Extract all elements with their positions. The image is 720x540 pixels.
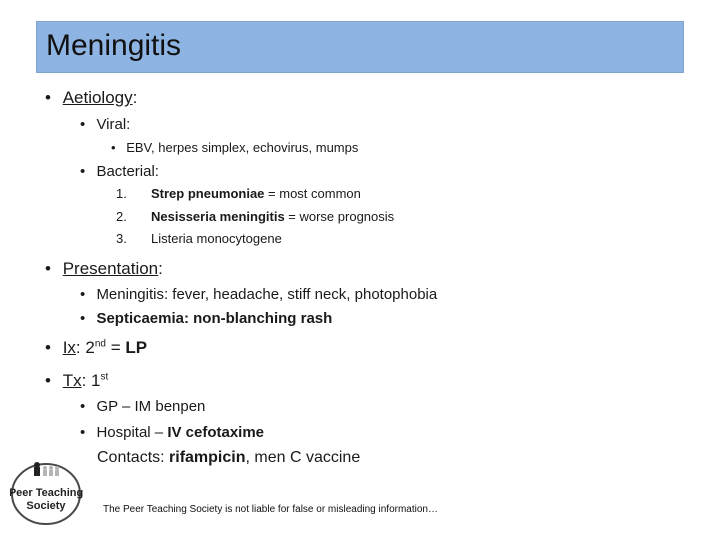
bullet-glyph: •	[80, 286, 86, 303]
tx-text: GP – IM benpen	[96, 398, 206, 415]
bacterium-name: Nesisseria meningitis	[151, 209, 285, 224]
presentation-bullet	[45, 259, 163, 279]
slide-title: Meningitis	[46, 29, 182, 62]
tx-item-1	[80, 398, 205, 415]
bullet-glyph: •	[80, 163, 86, 180]
logo-line-2: Society	[26, 500, 66, 512]
ix-equals: =	[105, 338, 126, 357]
bullet-glyph: •	[80, 310, 86, 327]
bacterium-name: Strep pneumoniae	[151, 186, 265, 201]
ix-heading: Ix	[62, 338, 76, 357]
bullet-glyph: •	[80, 398, 86, 415]
footer-disclaimer: The Peer Teaching Society is not liable for false or misleading information…	[103, 504, 438, 515]
logo-line-1: Peer Teaching	[10, 487, 84, 499]
bacterium-note: = most common	[264, 186, 361, 201]
contacts-drug: rifampicin	[169, 449, 246, 466]
aetiology-heading: Aetiology	[62, 88, 133, 107]
presentation-item-2	[80, 310, 332, 327]
logo-emblem	[10, 458, 90, 526]
contacts-line	[97, 449, 360, 467]
list-number: 3.	[116, 231, 127, 246]
contacts-prefix: Contacts:	[97, 449, 170, 466]
bacterial-list-item-3	[116, 231, 282, 246]
ix-bullet	[45, 338, 147, 358]
bullet-glyph: •	[111, 140, 116, 155]
tx-ordinal: st	[100, 371, 109, 383]
tx-bullet	[45, 371, 108, 391]
tx-drug: IV cefotaxime	[167, 424, 265, 441]
ix-test: LP	[125, 338, 148, 357]
bullet-glyph: •	[45, 259, 51, 278]
tx-text: Hospital –	[96, 424, 168, 441]
presentation-heading: Presentation	[62, 259, 159, 278]
viral-item	[80, 116, 130, 133]
bullet-glyph: •	[45, 88, 51, 107]
tx-colon: :	[81, 371, 87, 390]
bacterial-label: Bacterial:	[96, 163, 159, 180]
presentation-colon: :	[158, 259, 163, 278]
ix-colon: :	[75, 338, 81, 357]
tx-heading: Tx	[62, 371, 82, 390]
aetiology-bullet	[45, 88, 137, 108]
bacterial-list-item-2	[116, 209, 394, 224]
bullet-glyph: •	[80, 424, 86, 441]
tx-item-2	[80, 424, 264, 441]
bacterial-list-item-1	[116, 186, 361, 201]
bullet-glyph: •	[45, 371, 51, 390]
list-number: 1.	[116, 186, 127, 201]
contacts-suffix: , men C vaccine	[245, 449, 361, 466]
title-bar	[36, 21, 684, 73]
presentation-item-1	[80, 286, 437, 303]
presentation-text: Septicaemia: non-blanching rash	[96, 310, 333, 327]
peer-teaching-society-logo	[10, 458, 90, 526]
presentation-text: Meningitis: fever, headache, stiff neck, photophobia	[96, 286, 438, 303]
ix-ordinal: nd	[94, 338, 106, 350]
bacterium-note: Listeria monocytogene	[151, 231, 282, 246]
aetiology-colon: :	[132, 88, 138, 107]
viral-label: Viral:	[96, 116, 131, 133]
tx-order: 1	[86, 371, 101, 390]
bullet-glyph: •	[80, 116, 86, 133]
bacterial-item	[80, 163, 159, 180]
viral-detail-text: EBV, herpes simplex, echovirus, mumps	[126, 140, 359, 155]
ix-order: 2	[80, 338, 95, 357]
list-number: 2.	[116, 209, 127, 224]
viral-detail	[111, 140, 358, 155]
bacterium-note: = worse prognosis	[284, 209, 395, 224]
bullet-glyph: •	[45, 338, 51, 357]
